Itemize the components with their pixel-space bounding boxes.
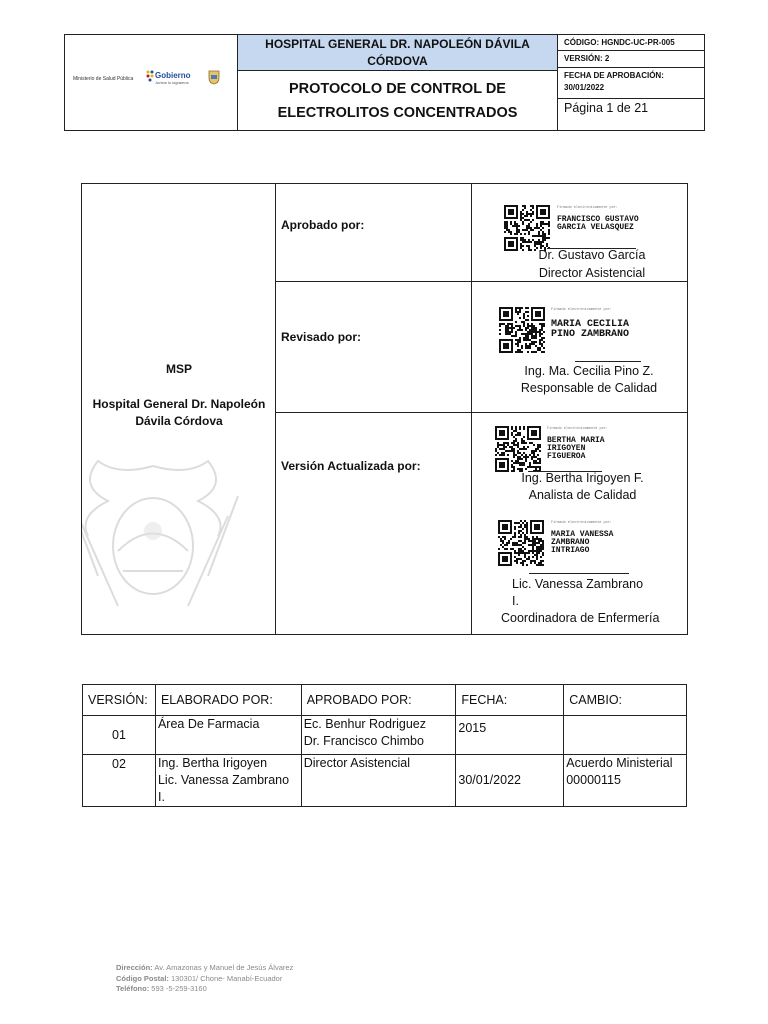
cell-line: Ec. Benhur Rodriguez [303,717,427,731]
signed-electronically-text: Firmado electrónicamente por: [557,206,618,210]
gobierno-logo-text: Gobierno [155,71,191,80]
ecuador-shield-icon [208,69,220,85]
footer-address-label: Dirección: [116,963,153,972]
cell-line: Ing. Bertha Irigoyen [157,756,268,770]
footer-address: Av. Amazonas y Manuel de Jesús Álvarez [154,963,294,972]
signature-pino [499,307,679,412]
cell-cambio [564,755,687,807]
signer-name-line1: FRANCISCO GUSTAVO [557,215,639,224]
signature-garcia [504,205,674,280]
table-row [83,755,687,807]
signer-name-line2: ZAMBRANO [551,538,590,547]
reviewed-by-label: Revisado por: [281,330,362,344]
signed-electronically-text: Firmado electrónicamente por: [551,308,612,312]
signature-zambrano [498,520,688,632]
signer-name: Dr. Gustavo García [538,248,646,262]
approved-by-row [276,184,687,282]
institution-cell [82,184,276,634]
header-fecha: FECHA: [456,685,564,716]
ecuador-coat-of-arms-watermark [82,456,248,616]
signer-name-suffix: I. [512,594,519,608]
qr-code-icon [499,307,547,353]
signer-name: Ing. Ma. Cecilia Pino Z. [524,364,654,378]
footer-postal-label: Código Postal: [116,973,169,983]
institution-name: MSP [165,362,192,376]
approved-by-label-cell [276,184,472,281]
cell-fecha [456,755,564,807]
updated-by-row [276,413,687,634]
signer-role: Coordinadora de Enfermería [501,611,660,625]
ministerio-logo-text: Ministerio de Salud Pública [73,76,134,82]
signer-role: Director Asistencial [538,266,646,280]
cell-line: Acuerdo Ministerial [566,756,673,770]
cell-version: 01 [83,716,156,755]
document-header [64,34,705,131]
gobierno-logo-subtext: Juntos lo logramos [155,80,189,85]
header-logos [65,35,238,130]
signer-name: Ing. Bertha Irigoyen F. [521,471,644,485]
signer-name-line3: INTRIAGO [551,546,590,555]
footer-postal: 130301/ Chone- Manabí-Ecuador [171,973,283,983]
header-cambio: CAMBIO: [564,685,687,716]
signer-name-line1: MARIA CECILIA [551,319,630,330]
header-elaborado: ELABORADO POR: [155,685,301,716]
document-title-cell [238,71,558,130]
signer-name-line1: MARIA VANESSA [551,530,614,539]
page-number: Página 1 de 21 [564,101,649,115]
hospital-title: HOSPITAL GENERAL DR. NAPOLEÓN DÁVILA CÓRDOVA [265,36,530,68]
codigo-field: CÓDIGO: HGNDC-UC-PR-005 [558,35,704,51]
approved-by-label: Aprobado por: [281,218,365,232]
cell-line: Dr. Francisco Chimbo [303,734,424,748]
cell-aprobado [301,755,456,807]
signature-irigoyen [495,426,670,514]
updated-by-label: Versión Actualizada por: [281,459,421,473]
hospital-title-cell [238,35,558,71]
reviewed-by-row [276,282,687,413]
reviewed-by-label-cell [276,282,472,412]
signature-line [529,573,629,574]
header-aprobado: APROBADO POR: [301,685,456,716]
document-title: PROTOCOLO DE CONTROL DE ELECTROLITOS CONCENTRADOS [277,80,518,121]
signer-role: Analista de Calidad [528,488,637,502]
qr-code-icon [498,520,546,566]
signer-role: Responsable de Calidad [520,381,658,395]
signed-electronically-text: Firmado electrónicamente por: [551,521,612,525]
cell-elaborado [155,755,301,807]
version-history-table [82,684,687,807]
cell-line: 2015 [458,721,487,735]
cell-aprobado [301,716,456,755]
cell-line: Área De Farmacia [157,717,260,731]
cell-line: 00000115 [566,773,621,787]
cell-line: 30/01/2022 [458,773,521,787]
table-header-row [83,685,687,716]
signed-electronically-text: Firmado electrónicamente por: [547,427,608,431]
cell-version: 02 [83,755,156,807]
qr-code-icon [495,426,543,472]
signer-name-line3: FIGUEROA [547,452,586,461]
cell-cambio [564,716,687,755]
header-version: VERSIÓN: [83,685,156,716]
cell-fecha [456,716,564,755]
cell-elaborado [155,716,301,755]
institution-hospital: Hospital General Dr. Napoleón Dávila Córdova [92,397,266,428]
version-field: VERSIÓN: 2 [558,51,704,68]
approval-date-field: FECHA DE APROBACIÓN: 30/01/2022 [558,68,704,99]
cell-line: Director Asistencial [303,756,411,770]
table-row [83,716,687,755]
footer-phone: 593 -5-259-3160 [151,984,207,993]
signer-name: Lic. Vanessa Zambrano [512,577,644,591]
updated-by-label-cell [276,413,472,634]
gobierno-logo [148,68,198,92]
signer-name-line2: GARCIA VELASQUEZ [557,223,634,232]
signer-name-line2: PINO ZAMBRANO [551,329,630,340]
qr-code-icon [504,205,552,251]
signer-name-line2: IRIGOYEN [547,444,586,453]
footer-phone-label: Teléfono: [116,984,150,993]
page-footer [116,963,306,995]
signer-name-line1: BERTHA MARIA [547,436,605,445]
approval-table [81,183,688,635]
cell-line: Lic. Vanessa Zambrano I. [157,773,290,804]
gobierno-dots-icon [146,70,155,82]
signature-line [575,361,641,362]
